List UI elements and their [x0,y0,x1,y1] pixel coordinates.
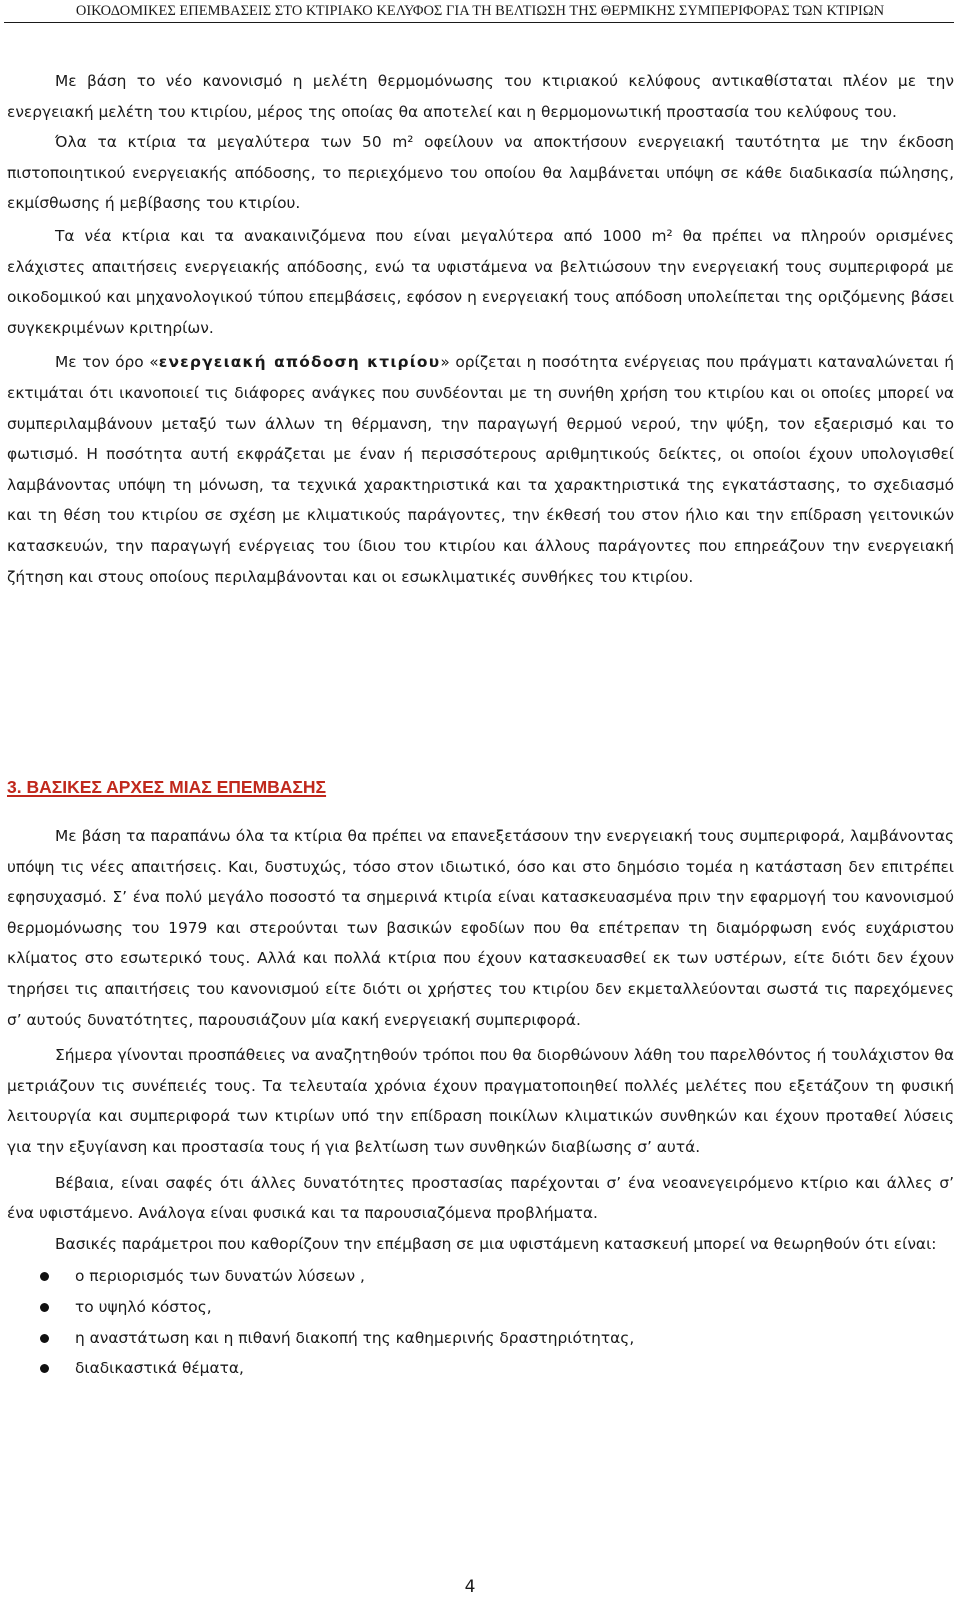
list-item-text: το υψηλό κόστος, [75,1297,212,1316]
list-item-text: διαδικαστικά θέματα, [75,1359,244,1378]
bullet-icon [40,1364,49,1373]
paragraph-basic-parameters: Βασικές παράμετροι που καθορίζουν την επέμβαση σε μια υφιστάμενη κατασκευή μπορεί να θεωρηθούν ότι είναι: [55,1234,937,1253]
list-item [7,1261,954,1292]
defined-term: ενεργειακή απόδοση κτιρίου [158,353,441,372]
page-number: 4 [464,1577,476,1597]
paragraph-energy-performance-definition [7,347,954,592]
section-heading: 3. ΒΑΣΙΚΕΣ ΑΡΧΕΣ ΜΙΑΣ ΕΠΕΜΒΑΣΗΣ [7,777,327,797]
paragraph-reexamine-buildings: Με βάση τα παραπάνω όλα τα κτίρια θα πρέπει να επανεξετάσουν την ενεργειακή τους συμπεριφορά, λαμβάνοντας υπόψη τις νέες απαιτήσεις. Και, δυστυχώς, τόσο στον ιδιωτικό, όσο και στο δημόσιο τομέα η κατάσταση δεν επιτρέπει εφησυχασμό. Σ’ ένα πολύ μεγάλο ποσοστό τα σημερινά κτιρία είναι κατασκευασμένα πριν την εφαρμογή του κανονισμού θερμομόνωσης του 1979 και στερούνται των βασικών εφοδίων που θα επέτρεπαν τη διαμόρφωση ενός ευχάριστου κλίματος στο εσωτερικό τους. Αλλά και πολλά κτίρια που έχουν κατασκευασθεί εκ των υστέρων, είτε διότι δεν έχουν τηρήσει τις απαιτήσεις του κανονισμού είτε διότι οι χρήστες του κτιρίου δεν εκμεταλλεύονται σωστά τις παρεχόμενες σ’ αυτούς δυνατότητες, παρουσιάζουν μία κακή ενεργειακή συμπεριφορά. [7,827,954,1029]
parameters-list [7,1261,954,1383]
list-item [7,1353,954,1384]
intro-section [7,66,954,592]
bullet-icon [40,1334,49,1343]
list-item [7,1323,954,1354]
paragraph-current-efforts: Σήμερα γίνονται προσπάθειες να αναζητηθούν τρόποι που θα διορθώνουν λάθη του παρελθόντος ή τουλάχιστον θα μετριάζουν τις συνέπειές τους. Τα τελευταία χρόνια έχουν πραγματοποιηθεί πολλές μελέτες που εξετάζουν τη φυσική λειτουργία και συμπεριφορά των κτιρίων υπό την επίδραση ποικίλων κλιματικών συνθηκών και έχουν προταθεί λύσεις για την εξυγίανση και προστασία τους ή για βελτίωση των συνθηκών διαβίωσης σ’ αυτά. [7,1046,954,1156]
section-3-body [7,821,954,1384]
bullet-icon [40,1272,49,1281]
bullet-icon [40,1303,49,1312]
list-item-text: η αναστάτωση και η πιθανή διακοπή της καθημερινής δραστηριότητας, [75,1328,635,1347]
paragraph-new-regulation: Με βάση το νέο κανονισμό η μελέτη θερμομόνωσης του κτιριακού κελύφους αντικαθίσταται πλέον με την ενεργειακή μελέτη του κτιρίου, μέρος της οποίας θα αποτελεί και η θερμομονωτική προστασία του κελύφους του. [7,72,954,121]
list-item-text: ο περιορισμός των δυνατών λύσεων , [75,1267,365,1286]
definition-body: » ορίζεται η ποσότητα ενέργειας που πράγματι καταναλώνεται ή εκτιμάται ότι ικανοποιεί τις διάφορες ανάγκες που συνδέονται με τη συνήθη χρήση του κτιρίου και οι οποίες μπορεί να συμπεριλαμβάνουν μεταξύ των άλλων τη θέρμανση, την παραγωγή θερμού νερού, την ψύξη, τον εξαερισμό και το φωτισμό. Η ποσότητα αυτή εκφράζεται με έναν ή περισσότερους αριθμητικούς δείκτες, οι οποίοι έχουν υπολογισθεί λαμβάνοντας υπόψη τη μόνωση, τα τεχνικά χαρακτηριστικά και τα χαρακτηριστικά της εγκατάστασης, το σχεδιασμό και τη θέση του κτιρίου σε σχέση με κλιματικούς παράγοντες, την έκθεσή του στον ήλιο και την επίδραση γειτονικών κατασκευών, την παραγωγή ενέργειας του ίδιου του κτιρίου και άλλους παράγοντες που επηρεάζουν την ενεργειακή ζήτηση και στους οποίους περιλαμβάνονται και οι εσωκλιματικές συνθήκες του κτιρίου. [7,353,954,586]
paragraph-new-vs-existing: Βέβαια, είναι σαφές ότι άλλες δυνατότητες προστασίας παρέχονται σ’ ένα νεοανεγειρόμενο κτίριο και άλλες σ’ ένα υφιστάμενο. Ανάλογα είναι φυσικά και τα παρουσιαζόμενα προβλήματα. [7,1173,954,1223]
paragraph-energy-identity: Όλα τα κτίρια τα μεγαλύτερα των 50 m² οφείλουν να αποκτήσουν ενεργειακή ταυτότητα με την έκδοση πιστοποιητικού ενεργειακής απόδοσης, το περιεχόμενο του οποίου θα λαμβάνεται υπόψη σε κάθε διαδικασία πώλησης, εκμίσθωσης ή μεβίβασης του κτιρίου. [7,133,954,213]
header-divider [4,22,954,23]
paragraph-new-buildings: Τα νέα κτίρια και τα ανακαινιζόμενα που είναι μεγαλύτερα από 1000 m² θα πρέπει να πληρούν ορισμένες ελάχιστες απαιτήσεις ενεργειακής απόδοσης, ενώ τα υφιστάμενα να βελτιώσουν την ενεργειακή τους συμπεριφορά με οικοδομικού και μηχανολογικού τύπου επεμβάσεις, εφόσον η ενεργειακή τους απόδοση υπολείπεται της οριζόμενης βάσει συγκεκριμένων κριτηρίων. [7,226,954,337]
definition-lead: Με τον όρο « [55,353,159,372]
list-item [7,1292,954,1323]
running-header: ΟΙΚΟΔΟΜΙΚΕΣ ΕΠΕΜΒΑΣΕΙΣ ΣΤΟ ΚΤΙΡΙΑΚΟ ΚΕΛΥΦΟΣ ΓΙΑ ΤΗ ΒΕΛΤΙΩΣΗ ΤΗΣ ΘΕΡΜΙΚΗΣ ΣΥΜΠΕΡΙΦΟΡΑΣ ΤΩΝ ΚΤΙΡΙΩΝ [75,3,885,19]
